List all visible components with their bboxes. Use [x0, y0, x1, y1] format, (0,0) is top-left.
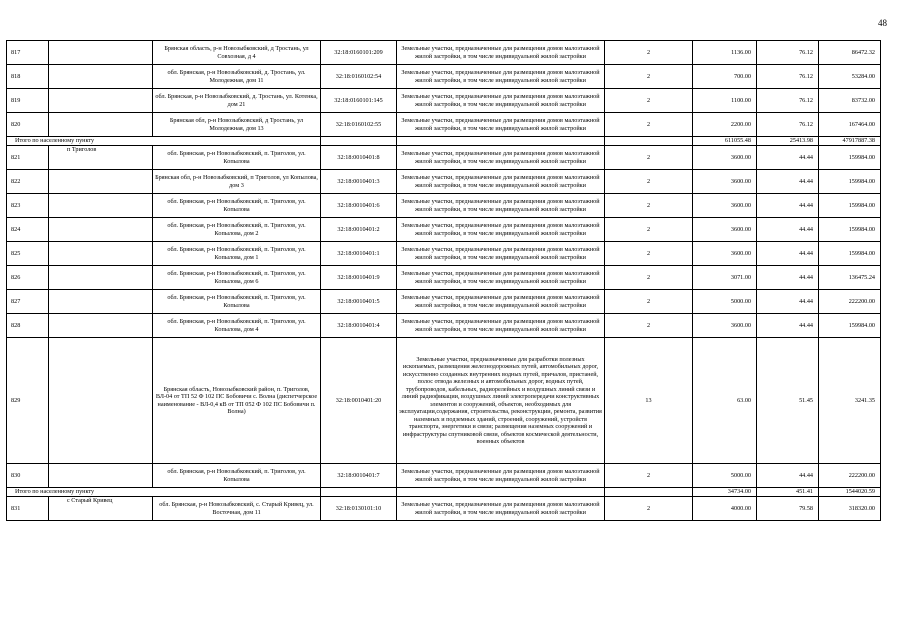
area-cell: 1136.00: [693, 41, 757, 65]
area-cell: 3600.00: [693, 170, 757, 194]
value-cell: 222200.00: [819, 464, 881, 488]
category-code: 2: [605, 497, 693, 521]
area-cell: 3600.00: [693, 314, 757, 338]
table-row: [7, 146, 881, 170]
table-row: [7, 170, 881, 194]
rate-cell: 76.12: [757, 41, 819, 65]
subtotal-area: 34734.00: [693, 488, 757, 497]
table-row: [7, 266, 881, 290]
rate-cell: 44.44: [757, 464, 819, 488]
category-code: 2: [605, 65, 693, 89]
address-cell: обл. Брянская, р-н Новозыбковский, п. Триголов, ул. Копылова, дом 6: [153, 266, 321, 290]
area-cell: 700.00: [693, 65, 757, 89]
value-cell: 222200.00: [819, 290, 881, 314]
address-cell: обл. Брянская, р-н Новозыбковский, п. Триголов, ул. Копылова, дом 2: [153, 218, 321, 242]
cadastral-number: 32:18:0010401:3: [321, 170, 397, 194]
category-code: 2: [605, 242, 693, 266]
area-cell: 3600.00: [693, 218, 757, 242]
subtotal-rate: 25413.98: [757, 137, 819, 146]
value-cell: 167464.00: [819, 113, 881, 137]
land-use-cell: Земельные участки, предназначенные для размещения домов малоэтажной жилой застройки, в том числе индивидуальной жилой застройки: [397, 290, 605, 314]
locality-cell: [49, 170, 153, 194]
row-number: 825: [7, 242, 49, 266]
table-row: [7, 89, 881, 113]
subtotal-area: 611055.48: [693, 137, 757, 146]
land-use-cell: Земельные участки, предназначенные для размещения домов малоэтажной жилой застройки, в том числе индивидуальной жилой застройки: [397, 266, 605, 290]
row-number: 821: [7, 146, 49, 170]
address-cell: обл. Брянская, р-н Новозыбковский, д. Тростань, ул. Молодежная, дом 11: [153, 65, 321, 89]
value-cell: 3241.35: [819, 338, 881, 464]
cadastral-number: 32:18:0010401:2: [321, 218, 397, 242]
locality-cell: [49, 290, 153, 314]
category-code: 2: [605, 170, 693, 194]
address-cell: Брянская область, р-н Новозыбковский, д Тростань, ул Совхозная, д 4: [153, 41, 321, 65]
value-cell: 159984.00: [819, 170, 881, 194]
rate-cell: 76.12: [757, 89, 819, 113]
cadastral-number: 32:18:0160101:145: [321, 89, 397, 113]
value-cell: 159984.00: [819, 242, 881, 266]
empty-cell: [397, 137, 605, 146]
cadastral-number: 32:18:0130101:10: [321, 497, 397, 521]
area-cell: 4000.00: [693, 497, 757, 521]
land-use-cell: Земельные участки, предназначенные для размещения домов малоэтажной жилой застройки, в том числе индивидуальной жилой застройки: [397, 497, 605, 521]
subtotal-label: Итого по населенному пункту: [7, 488, 321, 497]
subtotal-label: Итого по населенному пункту: [7, 137, 321, 146]
cadastral-number: 32:18:0010401:7: [321, 464, 397, 488]
category-code: 2: [605, 464, 693, 488]
locality-cell: [49, 41, 153, 65]
subtotal-row: [7, 488, 881, 497]
area-cell: 2200.00: [693, 113, 757, 137]
locality-cell: [49, 194, 153, 218]
rate-cell: 44.44: [757, 290, 819, 314]
area-cell: 3071.00: [693, 266, 757, 290]
land-use-cell: Земельные участки, предназначенные для размещения домов малоэтажной жилой застройки, в том числе индивидуальной жилой застройки: [397, 89, 605, 113]
row-number: 823: [7, 194, 49, 218]
rate-cell: 79.58: [757, 497, 819, 521]
row-number: 824: [7, 218, 49, 242]
value-cell: 136475.24: [819, 266, 881, 290]
cadastral-number: 32:18:0010401:8: [321, 146, 397, 170]
table-row: [7, 314, 881, 338]
locality-cell: [49, 65, 153, 89]
table-row: [7, 113, 881, 137]
cadastral-number: 32:18:0010401:20: [321, 338, 397, 464]
empty-cell: [397, 488, 605, 497]
value-cell: 318320.00: [819, 497, 881, 521]
row-number: 819: [7, 89, 49, 113]
cadastral-number: 32:18:0010401:5: [321, 290, 397, 314]
rate-cell: 44.44: [757, 170, 819, 194]
address-cell: обл. Брянская, р-н Новозыбковский, п. Триголов, ул. Копылова, дом 1: [153, 242, 321, 266]
locality-label: п Триголов: [67, 146, 97, 153]
locality-cell: [49, 464, 153, 488]
subtotal-value: 47917887.38: [819, 137, 881, 146]
category-code: 2: [605, 218, 693, 242]
locality-cell: [49, 89, 153, 113]
land-use-cell: Земельные участки, предназначенные для размещения домов малоэтажной жилой застройки, в том числе индивидуальной жилой застройки: [397, 113, 605, 137]
area-cell: 5000.00: [693, 464, 757, 488]
locality-cell: [49, 314, 153, 338]
address-cell: обл. Брянская, р-н Новозыбковский, п. Триголов, ул. Копылова: [153, 464, 321, 488]
address-cell: обл. Брянская, р-н Новозыбковский, п. Триголов, ул. Копылова: [153, 194, 321, 218]
area-cell: 3600.00: [693, 146, 757, 170]
table-row: [7, 290, 881, 314]
value-cell: 159984.00: [819, 314, 881, 338]
row-number: 828: [7, 314, 49, 338]
row-number: 827: [7, 290, 49, 314]
empty-cell: [321, 488, 397, 497]
rate-cell: 76.12: [757, 65, 819, 89]
category-code: 2: [605, 113, 693, 137]
address-cell: обл. Брянская, р-н Новозыбковский, д. Тростань, ул. Котенка, дом 21: [153, 89, 321, 113]
locality-cell: [49, 497, 153, 521]
locality-label: с Старый Кривец: [67, 497, 113, 504]
address-cell: обл. Брянская, р-н Новозыбковский, п. Триголов, ул. Копылова, дом 4: [153, 314, 321, 338]
category-code: 2: [605, 194, 693, 218]
subtotal-value: 1544020.59: [819, 488, 881, 497]
address-cell: обл. Брянская, р-н Новозыбковский, с. Старый Кривец, ул. Восточная, дом 11: [153, 497, 321, 521]
locality-cell: [49, 338, 153, 464]
land-use-cell: Земельные участки, предназначенные для разработки полезных ископаемых, размещения железнодорожных путей, автомобильных дорог, искусственно созданных внутренних водных путей, причалов, пристаней, полос отвода железных и автомобильных дорог, водных путей, трубопроводов, кабельных, радиорелейных и воздушных линий связи и линий радиофикации, воздушных линий электропередачи конструктивных элементов и сооружений, объектов, необходимых для эксплуатации,содержания, строительства, реконструкции, ремонта, развития наземных и подземных зданий, строений, сооружений, устройств транспорта, энергетики и связи; размещения наземных сооружений и инфраструктуры спутниковой связи, объектов космической деятельности, военных объектов: [397, 338, 605, 464]
rate-cell: 44.44: [757, 266, 819, 290]
table-row: [7, 218, 881, 242]
value-cell: 53284.00: [819, 65, 881, 89]
land-use-cell: Земельные участки, предназначенные для размещения домов малоэтажной жилой застройки, в том числе индивидуальной жилой застройки: [397, 194, 605, 218]
subtotal-row: [7, 137, 881, 146]
row-number: 817: [7, 41, 49, 65]
row-number: 820: [7, 113, 49, 137]
table-row: [7, 41, 881, 65]
value-cell: 83732.00: [819, 89, 881, 113]
locality-cell: [49, 266, 153, 290]
land-use-cell: Земельные участки, предназначенные для размещения домов малоэтажной жилой застройки, в том числе индивидуальной жилой застройки: [397, 65, 605, 89]
rate-cell: 44.44: [757, 314, 819, 338]
locality-cell: [49, 146, 153, 170]
value-cell: 159984.00: [819, 194, 881, 218]
table-row: [7, 242, 881, 266]
area-cell: 3600.00: [693, 242, 757, 266]
category-code: 2: [605, 314, 693, 338]
cadastral-number: 32:18:0010401:6: [321, 194, 397, 218]
table-row: [7, 65, 881, 89]
land-use-cell: Земельные участки, предназначенные для размещения домов малоэтажной жилой застройки, в том числе индивидуальной жилой застройки: [397, 314, 605, 338]
row-number: 822: [7, 170, 49, 194]
locality-cell: [49, 218, 153, 242]
area-cell: 3600.00: [693, 194, 757, 218]
cadastral-number: 32:18:0160102:55: [321, 113, 397, 137]
category-code: 2: [605, 146, 693, 170]
area-cell: 1100.00: [693, 89, 757, 113]
empty-cell: [321, 137, 397, 146]
area-cell: 5000.00: [693, 290, 757, 314]
address-cell: обл. Брянская, р-н Новозыбковский, п. Триголов, ул. Копылова: [153, 290, 321, 314]
cadastral-number: 32:18:0160102:54: [321, 65, 397, 89]
value-cell: 86472.32: [819, 41, 881, 65]
address-cell: Брянская обл, р-н Новозыбковский, д Тростань, ул Молодежная, дом 13: [153, 113, 321, 137]
page-number: 48: [878, 18, 887, 28]
rate-cell: 44.44: [757, 146, 819, 170]
address-cell: Брянская область, Новозыбковский район, п. Триголов, ВЛ-04 от ТП 52 Ф 102 ПС Бобовичи с. Волна (диспетчерское наименование - ВЛ-0,4 кВ от ТП 052 Ф 102 ПС Бобовичи п. Волна): [153, 338, 321, 464]
land-use-cell: Земельные участки, предназначенные для размещения домов малоэтажной жилой застройки, в том числе индивидуальной жилой застройки: [397, 146, 605, 170]
locality-cell: [49, 242, 153, 266]
row-number: 830: [7, 464, 49, 488]
empty-cell: [605, 137, 693, 146]
land-use-cell: Земельные участки, предназначенные для размещения домов малоэтажной жилой застройки, в том числе индивидуальной жилой застройки: [397, 218, 605, 242]
value-cell: 159984.00: [819, 218, 881, 242]
category-code: 13: [605, 338, 693, 464]
value-cell: 159984.00: [819, 146, 881, 170]
cadastral-number: 32:18:0160101:209: [321, 41, 397, 65]
table-row: [7, 194, 881, 218]
row-number: 818: [7, 65, 49, 89]
category-code: 2: [605, 290, 693, 314]
locality-cell: [49, 113, 153, 137]
cadastral-number: 32:18:0010401:9: [321, 266, 397, 290]
land-use-cell: Земельные участки, предназначенные для размещения домов малоэтажной жилой застройки, в том числе индивидуальной жилой застройки: [397, 242, 605, 266]
empty-cell: [605, 488, 693, 497]
subtotal-rate: 451.41: [757, 488, 819, 497]
address-cell: обл. Брянская, р-н Новозыбковский, п. Триголов, ул. Копылова: [153, 146, 321, 170]
row-number: 831: [7, 497, 49, 521]
category-code: 2: [605, 89, 693, 113]
row-number: 829: [7, 338, 49, 464]
address-cell: Брянская обл, р-н Новозыбковский, п Триголов, ул Копылова, дом 3: [153, 170, 321, 194]
land-plot-table: [6, 40, 881, 521]
rate-cell: 44.44: [757, 194, 819, 218]
rate-cell: 44.44: [757, 242, 819, 266]
category-code: 2: [605, 41, 693, 65]
rate-cell: 51.45: [757, 338, 819, 464]
cadastral-number: 32:18:0010401:4: [321, 314, 397, 338]
table-row: [7, 338, 881, 464]
area-cell: 63.00: [693, 338, 757, 464]
cadastral-number: 32:18:0010401:1: [321, 242, 397, 266]
row-number: 826: [7, 266, 49, 290]
rate-cell: 44.44: [757, 218, 819, 242]
category-code: 2: [605, 266, 693, 290]
land-use-cell: Земельные участки, предназначенные для размещения домов малоэтажной жилой застройки, в том числе индивидуальной жилой застройки: [397, 170, 605, 194]
table-row: [7, 497, 881, 521]
land-use-cell: Земельные участки, предназначенные для размещения домов малоэтажной жилой застройки, в том числе индивидуальной жилой застройки: [397, 41, 605, 65]
land-use-cell: Земельные участки, предназначенные для размещения домов малоэтажной жилой застройки, в том числе индивидуальной жилой застройки: [397, 464, 605, 488]
table-row: [7, 464, 881, 488]
rate-cell: 76.12: [757, 113, 819, 137]
